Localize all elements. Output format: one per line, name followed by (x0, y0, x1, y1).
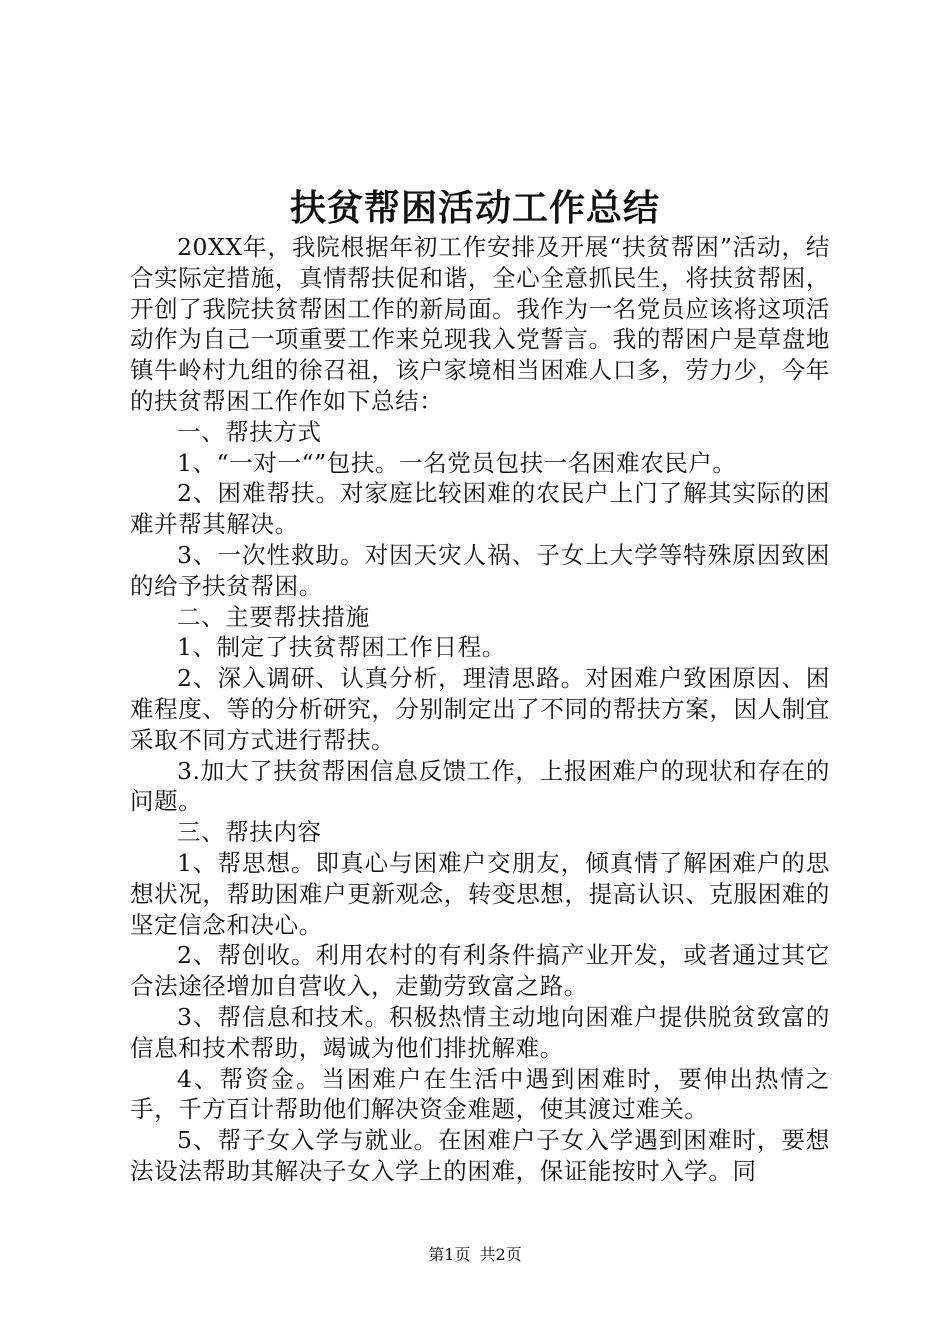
section-heading-measures: 二、主要帮扶措施 (177, 602, 370, 631)
paragraph: 2、困难帮扶。对家庭比较困难的农民户上门了解其实际的困难并帮其解决。 (130, 479, 830, 539)
paragraph: 3.加大了扶贫帮困信息反馈工作，上报困难户的现状和存在的问题。 (130, 756, 830, 816)
paragraph: 5、帮子女入学与就业。在困难户子女入学遇到困难时，要想法设法帮助其解决子女入学上的困难，保证能按时入学。同 (130, 1126, 830, 1185)
section-heading-methods: 一、帮扶方式 (177, 417, 322, 446)
paragraph: 2、帮创收。利用农村的有利条件搞产业开发，或者通过其它合法途径增加自营收入，走勤劳致富之路。 (130, 941, 830, 1001)
document-title: 扶贫帮困活动工作总结 (289, 187, 660, 229)
page-number: 第1页 (428, 1245, 471, 1264)
paragraph: 1、帮思想。即真心与困难户交朋友，倾真情了解困难户的思想状况，帮助困难户更新观念，转变思想，提高认识、克服困难的坚定信念和决心。 (130, 848, 830, 939)
document-body (130, 232, 830, 1187)
paragraph: 3、一次性救助。对因天灾人祸、子女上大学等特殊原因致困的给予扶贫帮困。 (130, 540, 830, 600)
page-total: 共2页 (479, 1245, 522, 1264)
paragraph: 2、深入调研、认真分析，理清思路。对困难户致困原因、困难程度、等的分析研究，分别制定出了不同的帮扶方案，因人制宜采取不同方式进行帮扶。 (130, 664, 830, 754)
page-footer (0, 1244, 950, 1266)
paragraph: 4、帮资金。当困难户在生活中遇到困难时，要伸出热情之手，千方百计帮助他们解决资金难题，使其渡过难关。 (130, 1064, 830, 1124)
paragraph: 1、制定了扶贫帮困工作日程。 (177, 633, 506, 662)
paragraph: 1、“一对一“”包扶。一名党员包扶一名困难农民户。 (177, 448, 737, 477)
paragraph-intro: 20XX年，我院根据年初工作安排及开展“扶贫帮困”活动，结合实际定措施，真情帮扶促和谐，全心全意抓民生，将扶贫帮困，开创了我院扶贫帮困工作的新局面。我作为一名党员应该将这项活动作为自己一项重要工作来兑现我入党誓言。我的帮困户是草盘地镇牛岭村九组的徐召祖，该户家境相当困难人口多，劳力少，今年的扶贫帮困工作作如下总结： (130, 233, 830, 415)
section-heading-content: 三、帮扶内容 (177, 818, 322, 847)
paragraph: 3、帮信息和技术。积极热情主动地向困难户提供脱贫致富的信息和技术帮助，竭诚为他们排扰解难。 (130, 1002, 830, 1062)
